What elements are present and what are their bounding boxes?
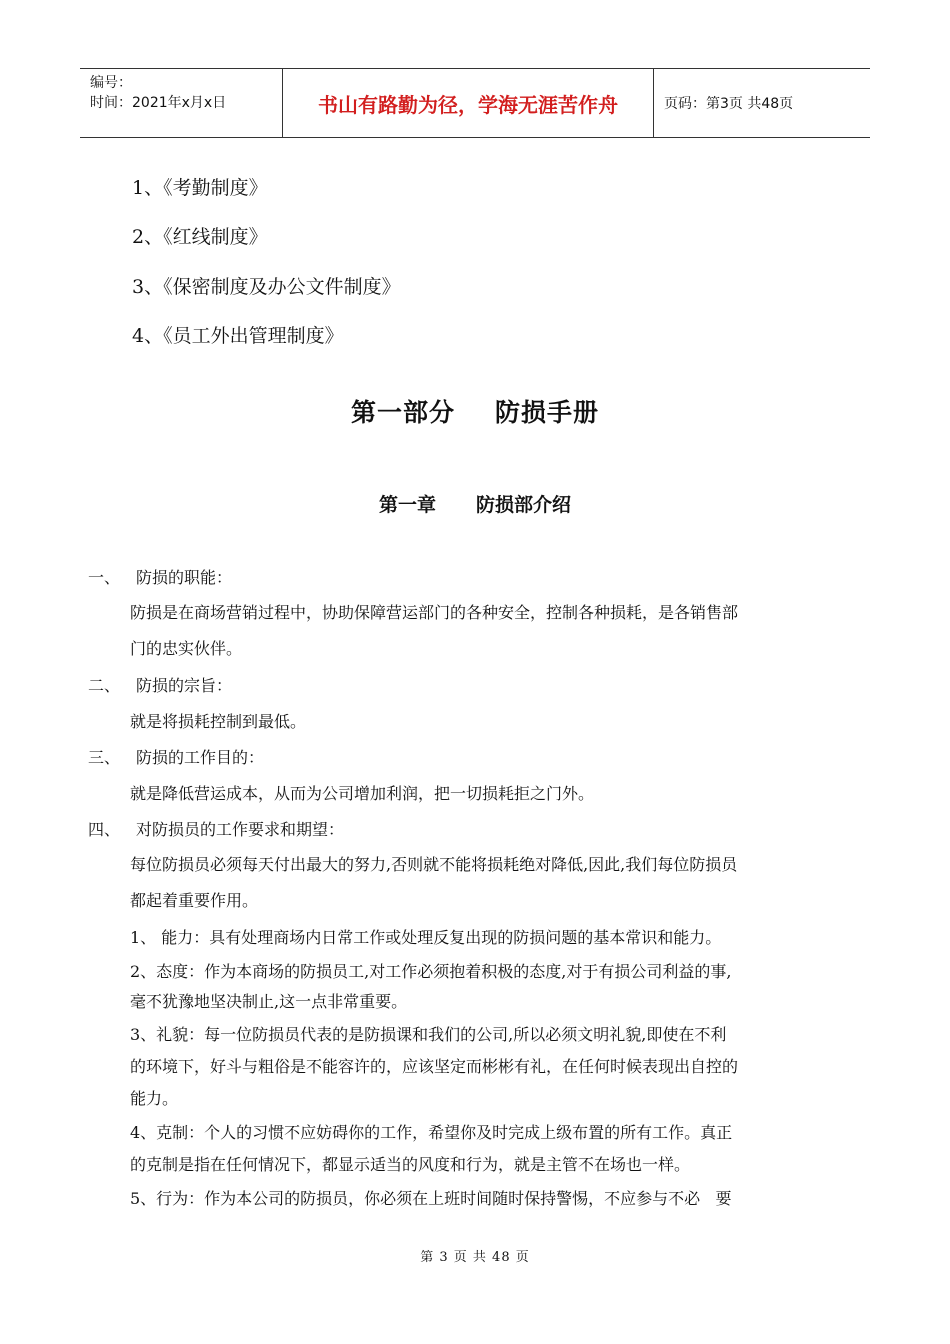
toc-item: 1、《考勤制度》 xyxy=(132,177,268,199)
list-item-line: 5、行为：作为本公司的防损员，你必须在上班时间随时保持警惕，不应参与不必 要 xyxy=(130,1189,732,1208)
part-title xyxy=(0,393,950,429)
list-item-line: 3、礼貌：每一位防损员代表的是防损课和我们的公司,所以必须文明礼貌,即使在不利 xyxy=(130,1025,727,1044)
section-title: 防损的工作目的： xyxy=(136,748,265,767)
list-item-line: 4、克制：个人的习惯不应妨碍你的工作，希望你及时完成上级布置的所有工作。真正 xyxy=(130,1123,733,1142)
section-title: 对防损员的工作要求和期望： xyxy=(136,820,345,839)
section-heading xyxy=(88,565,232,588)
paragraph-line: 就是降低营运成本，从而为公司增加利润，把一切损耗拒之门外。 xyxy=(130,784,595,803)
section-heading xyxy=(88,817,344,840)
section-heading xyxy=(88,673,232,696)
header-meta xyxy=(80,69,282,137)
paragraph-line: 每位防损员必须每天付出最大的努力,否则就不能将损耗绝对降低,因此,我们每位防损员 xyxy=(130,855,738,874)
section-number: 三、 xyxy=(88,748,121,767)
chapter-title-text: 防损部介绍 xyxy=(476,494,572,516)
list-item-line: 1、 能力：具有处理商场内日常工作或处理反复出现的防损问题的基本常识和能力。 xyxy=(130,928,722,947)
list-item-line: 能力。 xyxy=(130,1089,179,1108)
toc-item: 3、《保密制度及办公文件制度》 xyxy=(132,276,401,298)
list-item-line: 的克制是指在任何情况下，都显示适当的风度和行为，就是主管不在场也一样。 xyxy=(130,1155,691,1174)
list-item-line: 2、态度：作为本商场的防损员工,对工作必须抱着积极的态度,对于有损公司利益的事, xyxy=(130,962,732,981)
header-motto: 书山有路勤为径，学海无涯苦作舟 xyxy=(282,69,654,137)
part-title-number: 第一部分 xyxy=(350,398,455,427)
section-number: 一、 xyxy=(88,568,121,587)
header-page-info: 页码：第3页 共48页 xyxy=(664,96,794,112)
toc-item: 4、《员工外出管理制度》 xyxy=(132,325,344,347)
page-header xyxy=(80,68,870,138)
part-title-text: 防损手册 xyxy=(495,398,600,427)
time-label: 时间：2021年x月x日 xyxy=(90,95,227,111)
page-footer: 第 3 页 共 48 页 xyxy=(420,1250,530,1265)
list-item-line: 的环境下，好斗与粗俗是不能容许的，应该坚定而彬彬有礼，在任何时候表现出自控的 xyxy=(130,1057,739,1076)
toc-item: 2、《红线制度》 xyxy=(132,226,268,248)
section-number: 四、 xyxy=(88,820,121,839)
section-title: 防损的职能： xyxy=(136,568,233,587)
paragraph-line: 就是将损耗控制到最低。 xyxy=(130,712,307,731)
paragraph-line: 门的忠实伙伴。 xyxy=(130,639,243,658)
number-label: 编号： xyxy=(90,75,132,91)
section-heading xyxy=(88,745,264,768)
list-item-line: 毫不犹豫地坚决制止,这一点非常重要。 xyxy=(130,992,408,1011)
section-title: 防损的宗旨： xyxy=(136,676,233,695)
chapter-title xyxy=(0,490,950,517)
paragraph-line: 都起着重要作用。 xyxy=(130,891,259,910)
chapter-title-number: 第一章 xyxy=(378,494,436,516)
section-number: 二、 xyxy=(88,676,121,695)
paragraph-line: 防损是在商场营销过程中，协助保障营运部门的各种安全，控制各种损耗，是各销售部 xyxy=(130,603,739,622)
